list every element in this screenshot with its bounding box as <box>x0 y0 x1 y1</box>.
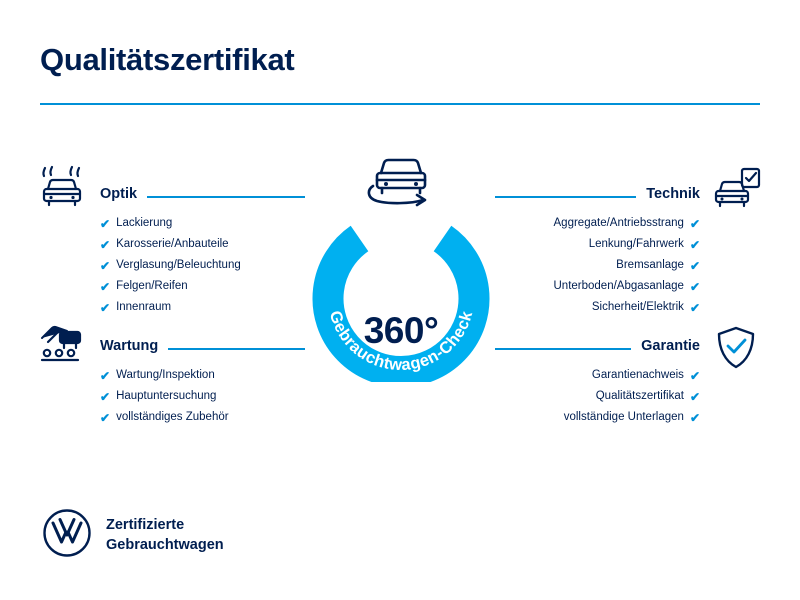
list-item-label: Aggregate/Antriebsstrang <box>553 217 684 230</box>
section-optik-list <box>100 218 305 314</box>
list-item-label: Lenkung/Fahrwerk <box>588 238 684 251</box>
footer-line-2: Gebrauchtwagen <box>106 536 224 553</box>
section-technik <box>495 186 700 323</box>
check-icon: ✔ <box>100 301 111 315</box>
list-item <box>495 239 700 251</box>
check-ring-graphic <box>291 152 511 382</box>
check-icon: ✔ <box>100 217 111 231</box>
list-item-label: Verglasung/Beleuchtung <box>116 259 241 272</box>
footer-text <box>106 516 224 554</box>
vw-logo <box>42 508 92 563</box>
check-icon: ✔ <box>689 411 700 425</box>
section-optik-rule <box>147 196 305 198</box>
ring-label: Gebrauchtwagen-Check <box>325 308 477 375</box>
list-item-label: Hauptuntersuchung <box>116 390 217 403</box>
section-garantie <box>495 338 700 433</box>
check-icon: ✔ <box>100 369 111 383</box>
section-wartung-rule <box>168 348 305 350</box>
section-wartung-title: Wartung <box>100 338 159 354</box>
list-item-label: vollständige Unterlagen <box>563 411 684 424</box>
section-technik-rule <box>495 196 636 198</box>
section-garantie-list <box>495 370 700 424</box>
section-wartung <box>100 338 305 433</box>
list-item <box>495 370 700 382</box>
list-item-label: Unterboden/Abgasanlage <box>553 280 684 293</box>
list-item-label: Lackierung <box>116 217 173 230</box>
car-checklist-icon <box>712 165 762 216</box>
check-icon: ✔ <box>689 280 700 294</box>
list-item <box>495 260 700 272</box>
check-icon: ✔ <box>100 238 111 252</box>
check-icon: ✔ <box>689 390 700 404</box>
check-icon: ✔ <box>689 217 700 231</box>
check-icon: ✔ <box>100 411 111 425</box>
section-garantie-header <box>495 338 700 356</box>
section-optik-header <box>100 186 305 204</box>
section-technik-header <box>495 186 700 204</box>
degree-label: 360° <box>363 310 439 351</box>
list-item-label: Bremsanlage <box>616 259 684 272</box>
title-divider <box>40 103 760 105</box>
list-item <box>495 302 700 314</box>
list-item <box>495 281 700 293</box>
list-item-label: Qualitätszertifikat <box>595 390 684 403</box>
list-item-label: Garantienachweis <box>591 369 684 382</box>
list-item <box>100 412 305 424</box>
check-icon: ✔ <box>689 301 700 315</box>
section-optik <box>100 186 305 323</box>
list-item <box>495 218 700 230</box>
footer-logo-block <box>42 508 224 563</box>
section-optik-title: Optik <box>100 186 138 202</box>
list-item <box>100 302 305 314</box>
list-item-label: Felgen/Reifen <box>116 280 188 293</box>
list-item <box>100 391 305 403</box>
section-wartung-list <box>100 370 305 424</box>
footer-line-1: Zertifizierte <box>106 517 185 534</box>
check-icon: ✔ <box>100 280 111 294</box>
check-icon: ✔ <box>689 369 700 383</box>
section-technik-list <box>495 218 700 314</box>
check-icon: ✔ <box>689 259 700 273</box>
list-item <box>100 260 305 272</box>
list-item <box>100 218 305 230</box>
list-item-label: Sicherheit/Elektrik <box>591 301 684 314</box>
ring-360 <box>291 202 511 382</box>
list-item-label: Innenraum <box>116 301 172 314</box>
section-garantie-rule <box>495 348 631 350</box>
page-title: Qualitätszertifikat <box>40 42 295 77</box>
list-item <box>100 281 305 293</box>
car-lift-icon <box>38 320 88 371</box>
list-item <box>495 391 700 403</box>
car-wash-icon <box>38 165 86 216</box>
check-icon: ✔ <box>100 259 111 273</box>
shield-check-icon <box>714 325 758 376</box>
list-item <box>100 239 305 251</box>
list-item-label: vollständiges Zubehör <box>116 411 229 424</box>
check-icon: ✔ <box>689 238 700 252</box>
list-item <box>100 370 305 382</box>
check-icon: ✔ <box>100 390 111 404</box>
list-item-label: Wartung/Inspektion <box>116 369 215 382</box>
list-item <box>495 412 700 424</box>
list-item-label: Karosserie/Anbauteile <box>116 238 229 251</box>
section-wartung-header <box>100 338 305 356</box>
section-garantie-title: Garantie <box>641 338 700 354</box>
section-technik-title: Technik <box>646 186 700 202</box>
